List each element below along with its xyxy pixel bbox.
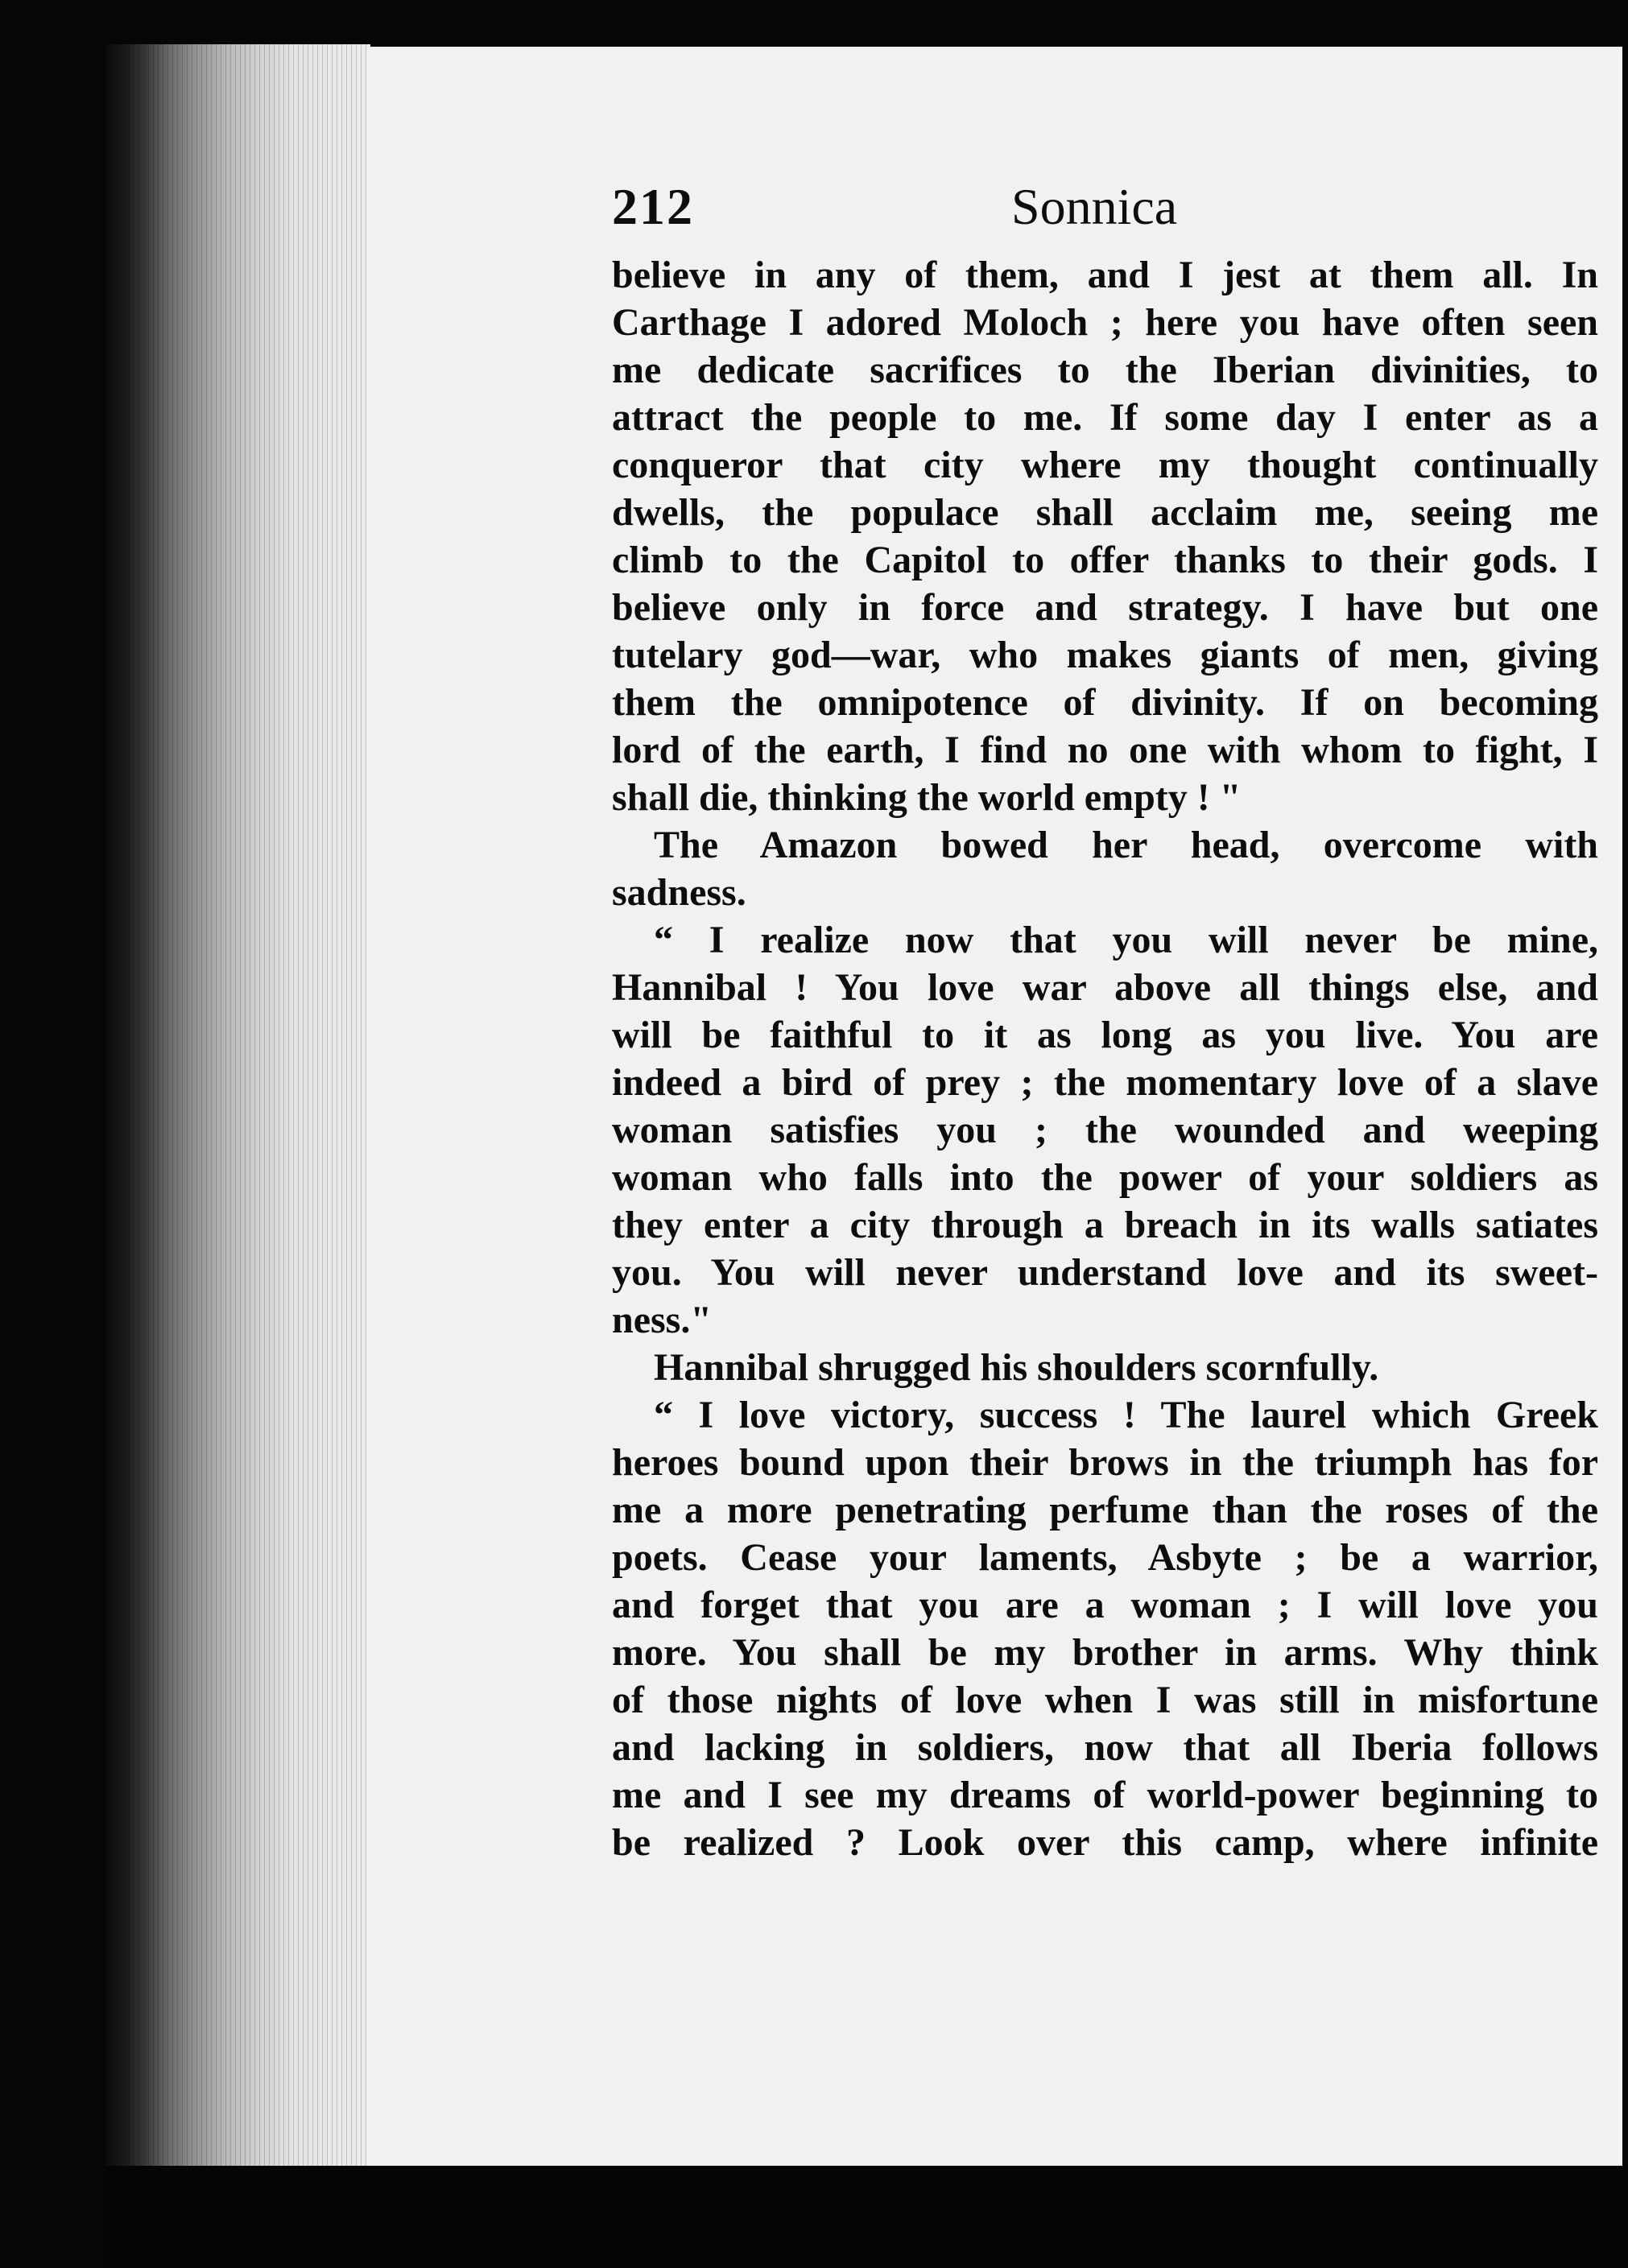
text-line: Hannibal shrugged his shoulders scornfully.	[654, 1346, 1379, 1389]
text-line: poets. Cease your laments, Asbyte ; be a warrior,	[612, 1536, 1598, 1579]
text-line: and lacking in soldiers, now that all Iberia follows	[612, 1726, 1598, 1769]
text-line: me a more penetrating perfume than the roses of the	[612, 1489, 1598, 1531]
text-line: believe in any of them, and I jest at them all. In	[612, 254, 1598, 296]
text-line: lord of the earth, I find no one with whom to fight, I	[612, 729, 1598, 771]
text-line: them the omnipotence of divinity. If on becoming	[612, 681, 1598, 724]
text-line: they enter a city through a breach in its walls satiates	[612, 1204, 1598, 1246]
text-line: conqueror that city where my thought continually	[612, 444, 1598, 486]
text-line: you. You will never understand love and its sweet-	[612, 1251, 1598, 1294]
body-text	[612, 251, 1598, 1866]
text-line: of those nights of love when I was still in misfortune	[612, 1679, 1598, 1721]
text-line: be realized ? Look over this camp, where infinite	[612, 1821, 1598, 1864]
text-line: climb to the Capitol to offer thanks to their gods. I	[612, 539, 1598, 581]
page-number: 212	[612, 178, 694, 235]
text-line: attract the people to me. If some day I enter as a	[612, 396, 1598, 439]
text-line: heroes bound upon their brows in the triumph has for	[612, 1441, 1598, 1484]
text-line: sadness.	[612, 871, 746, 914]
text-line: dwells, the populace shall acclaim me, seeing me	[612, 491, 1598, 534]
text-line: Carthage I adored Moloch ; here you have often seen	[612, 301, 1598, 344]
text-line: ness."	[612, 1299, 713, 1341]
text-line: woman who falls into the power of your soldiers as	[612, 1156, 1598, 1199]
text-line: and forget that you are a woman ; I will love you	[612, 1584, 1598, 1626]
text-line: “ I realize now that you will never be mine,	[654, 919, 1598, 961]
running-head	[612, 177, 1602, 242]
text-line: will be faithful to it as long as you live. You are	[612, 1014, 1598, 1056]
text-line: tutelary god—war, who makes giants of men, giving	[612, 634, 1598, 676]
text-line: more. You shall be my brother in arms. Why think	[612, 1631, 1598, 1674]
running-title: Sonnica	[1011, 178, 1178, 235]
text-line: The Amazon bowed her head, overcome with	[654, 824, 1598, 866]
text-line: “ I love victory, success ! The laurel which Greek	[654, 1394, 1598, 1436]
page-edges-shadow	[105, 44, 370, 2170]
text-line: me dedicate sacrifices to the Iberian divinities, to	[612, 349, 1598, 391]
text-line: believe only in force and strategy. I have but one	[612, 586, 1598, 629]
text-line: Hannibal ! You love war above all things else, and	[612, 966, 1598, 1009]
text-line: shall die, thinking the world empty ! "	[612, 776, 1242, 819]
bottom-shadow	[105, 2166, 1628, 2268]
text-line: me and I see my dreams of world-power beginning to	[612, 1774, 1598, 1816]
text-line: indeed a bird of prey ; the momentary love of a slave	[612, 1061, 1598, 1104]
text-line: woman satisfies you ; the wounded and weeping	[612, 1109, 1598, 1151]
